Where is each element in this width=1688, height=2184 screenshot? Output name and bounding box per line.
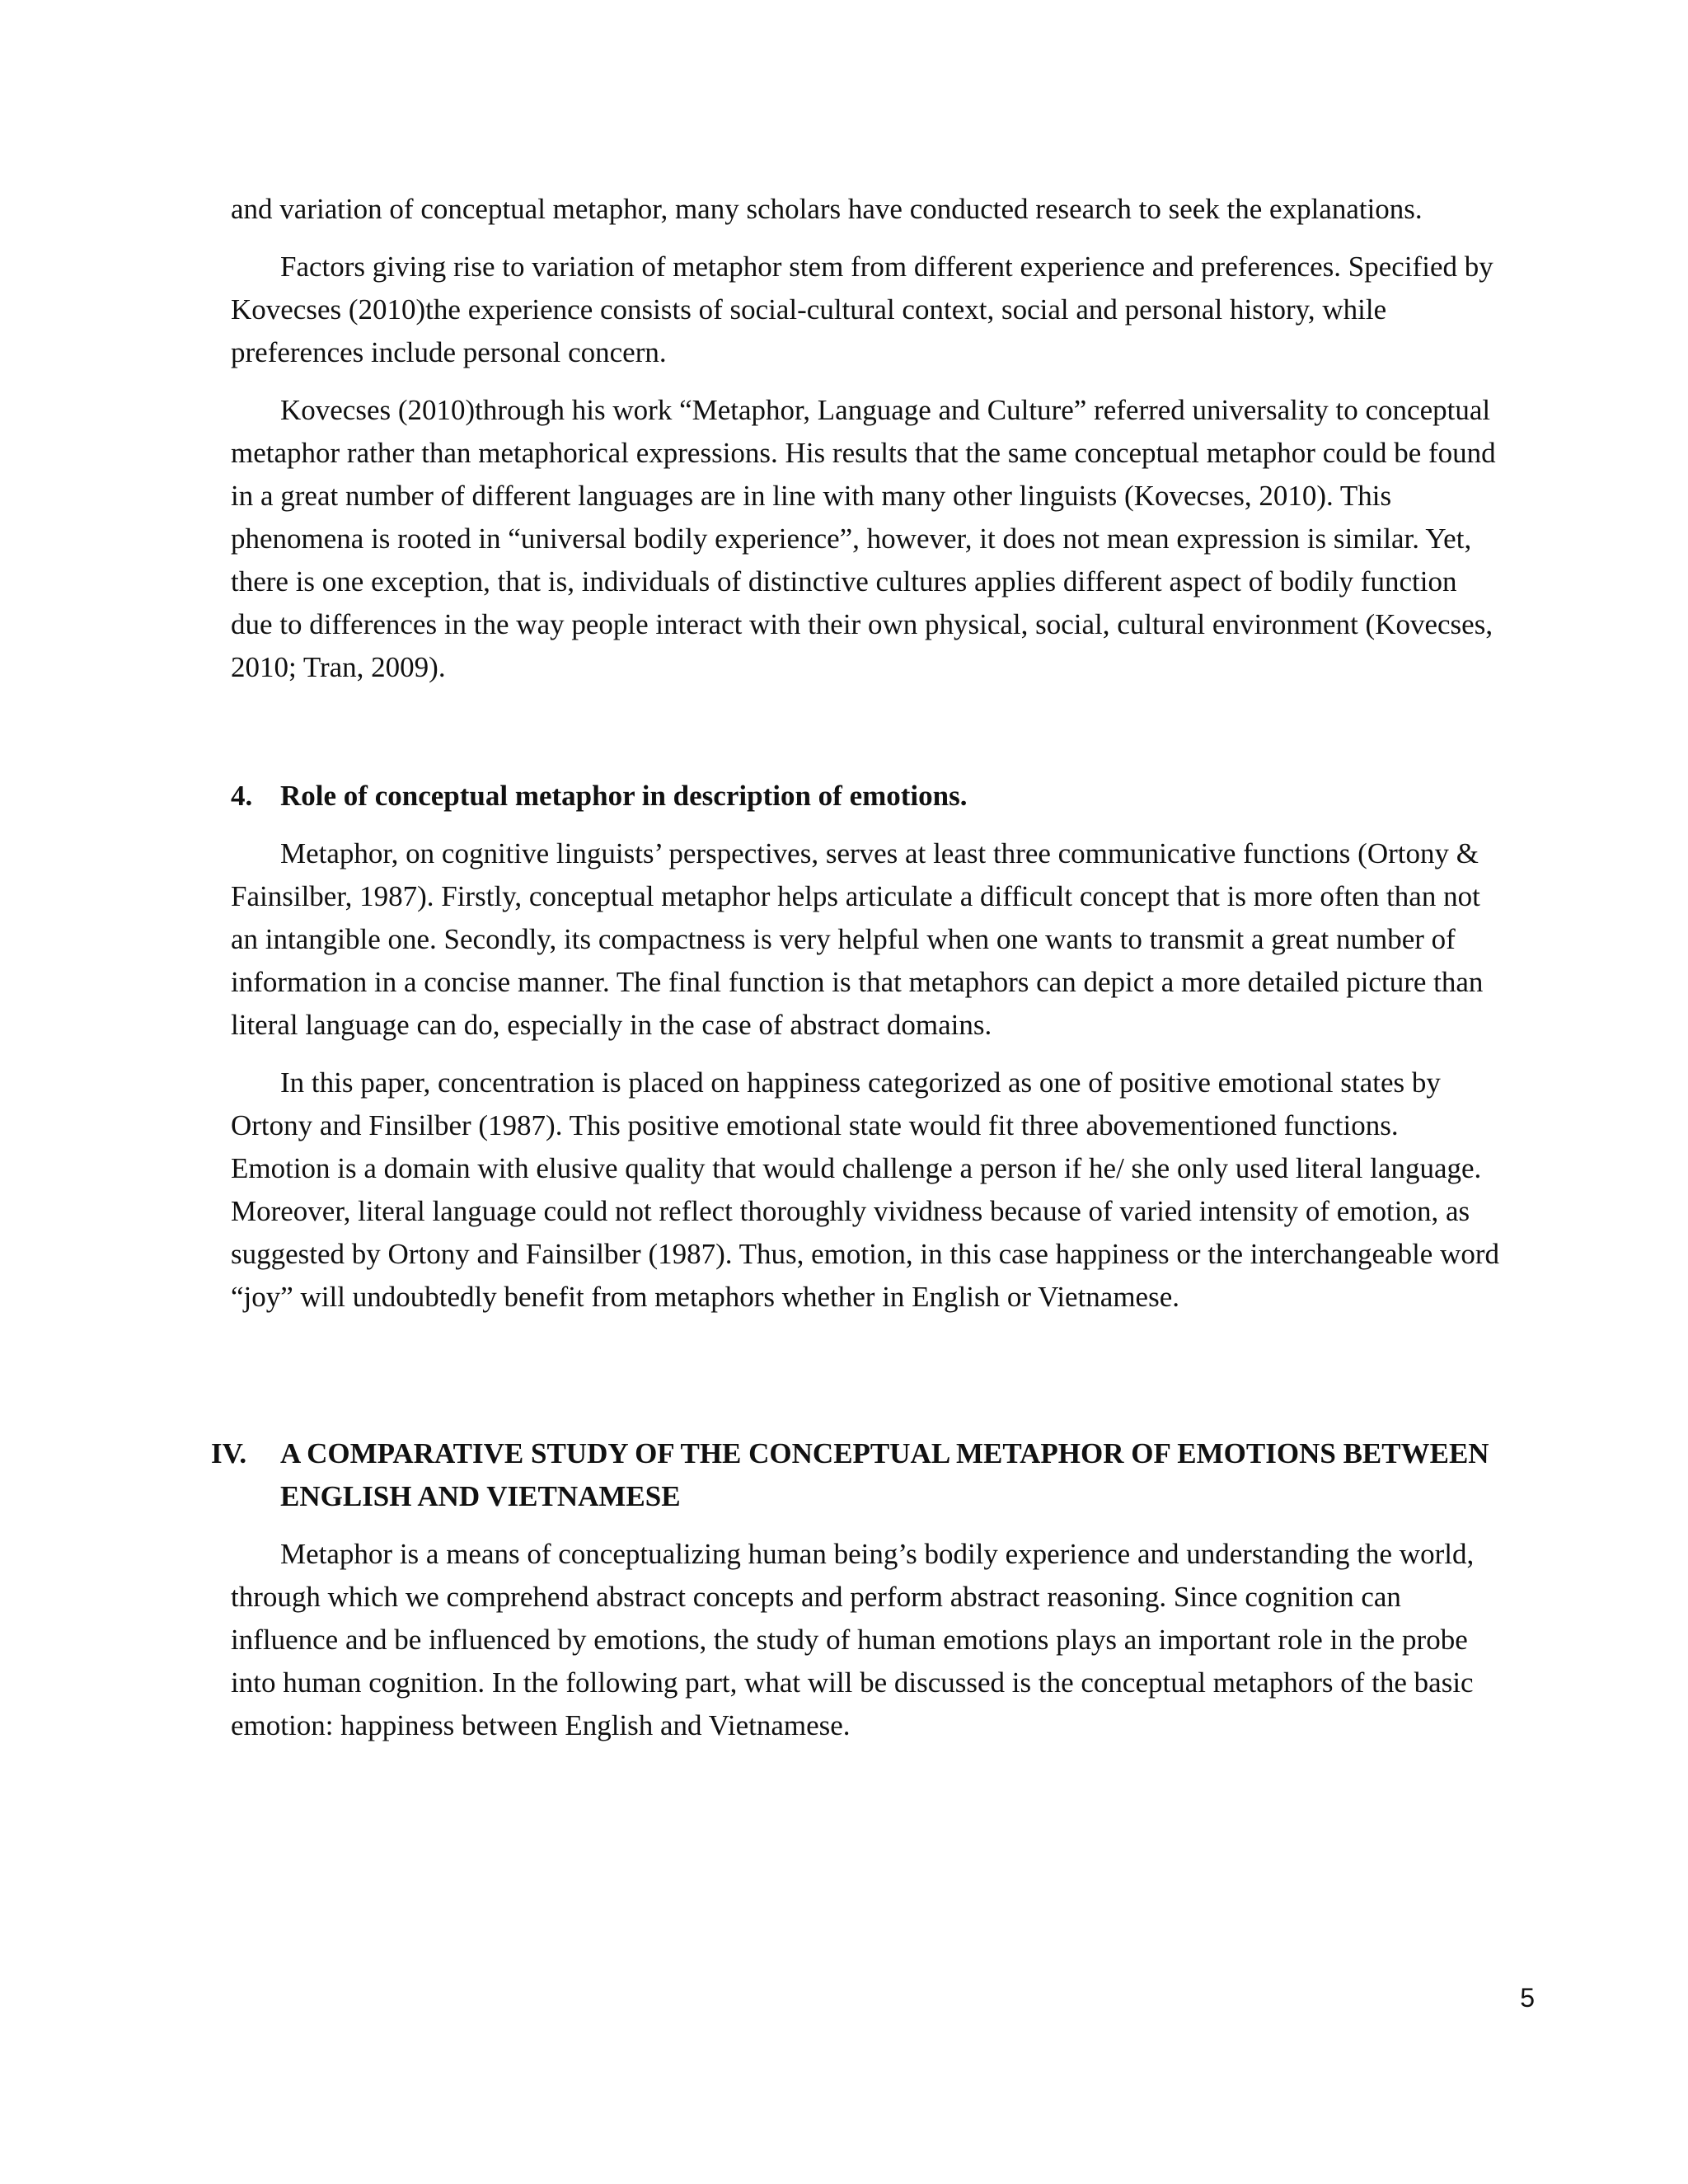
document-page (211, 188, 1500, 1747)
paragraph-metaphor-cognition: Metaphor is a means of conceptualizing human being’s bodily experience and understanding the world, through which we comprehend abstract concepts and perform abstract reasoning. Since cognition can influence and be influenced by emotions, the study of human emotions plays an important role in the probe into human cognition. In the following part, what will be discussed is the conceptual metaphors of the basic emotion: happiness between English and Vietnamese. (231, 1538, 1475, 1741)
paragraph-variation-factors: Factors giving rise to variation of metaphor stem from different experience and preferences. Specified by Kovecses (2010)the experience consists of social-cultural context, social and personal history, while preferences include personal concern. (231, 251, 1493, 368)
section-iv-title: A COMPARATIVE STUDY OF THE CONCEPTUAL METAPHOR OF EMOTIONS BETWEEN ENGLISH AND VIETNAMESE (280, 1437, 1489, 1512)
section-iv-number: IV. (211, 1437, 247, 1469)
paragraph-communicative-functions: Metaphor, on cognitive linguists’ perspectives, serves at least three communicative functions (Ortony & Fainsilber, 1987). Firstly, conceptual metaphor helps articulate a difficult concept that is more often than not an intangible one. Secondly, its compactness is very helpful when one wants to transmit a great number of information in a concise manner. The final function is that metaphors can depict a more detailed picture than literal language can do, especially in the case of abstract domains. (231, 837, 1484, 1041)
paragraph-kovecses-universality: Kovecses (2010)through his work “Metaphor, Language and Culture” referred universality to conceptual metaphor rather than metaphorical expressions. His results that the same conceptual metaphor could be found in a great number of different languages are in line with many other linguists (Kovecses, 2010). This phenomena is rooted in “universal bodily experience”, however, it does not mean expression is similar. Yet, there is one exception, that is, individuals of distinctive cultures applies different aspect of bodily function due to differences in the way people interact with their own physical, social, cultural environment (Kovecses, 2010; Tran, 2009). (231, 394, 1496, 683)
section-4-heading (231, 775, 1500, 818)
section-4-title: Role of conceptual metaphor in description of emotions. (280, 780, 968, 812)
section-4-number: 4. (231, 780, 253, 812)
section-iv-heading (211, 1432, 1500, 1518)
paragraph-happiness-focus: In this paper, concentration is placed on happiness categorized as one of positive emotional states by Ortony and Finsilber (1987). This positive emotional state would fit three abovementioned functions. Emotion is a domain with elusive quality that would challenge a person if he/ she only used literal language. Moreover, literal language could not reflect thoroughly vividness because of varied intensity of emotion, as suggested by Ortony and Fainsilber (1987). Thus, emotion, in this case happiness or the interchangeable word “joy” will undoubtedly benefit from metaphors whether in English or Vietnamese. (231, 1066, 1500, 1313)
paragraph-continuation: and variation of conceptual metaphor, many scholars have conducted research to seek the explanations. (231, 193, 1423, 225)
page-number: 5 (1520, 1983, 1535, 2013)
